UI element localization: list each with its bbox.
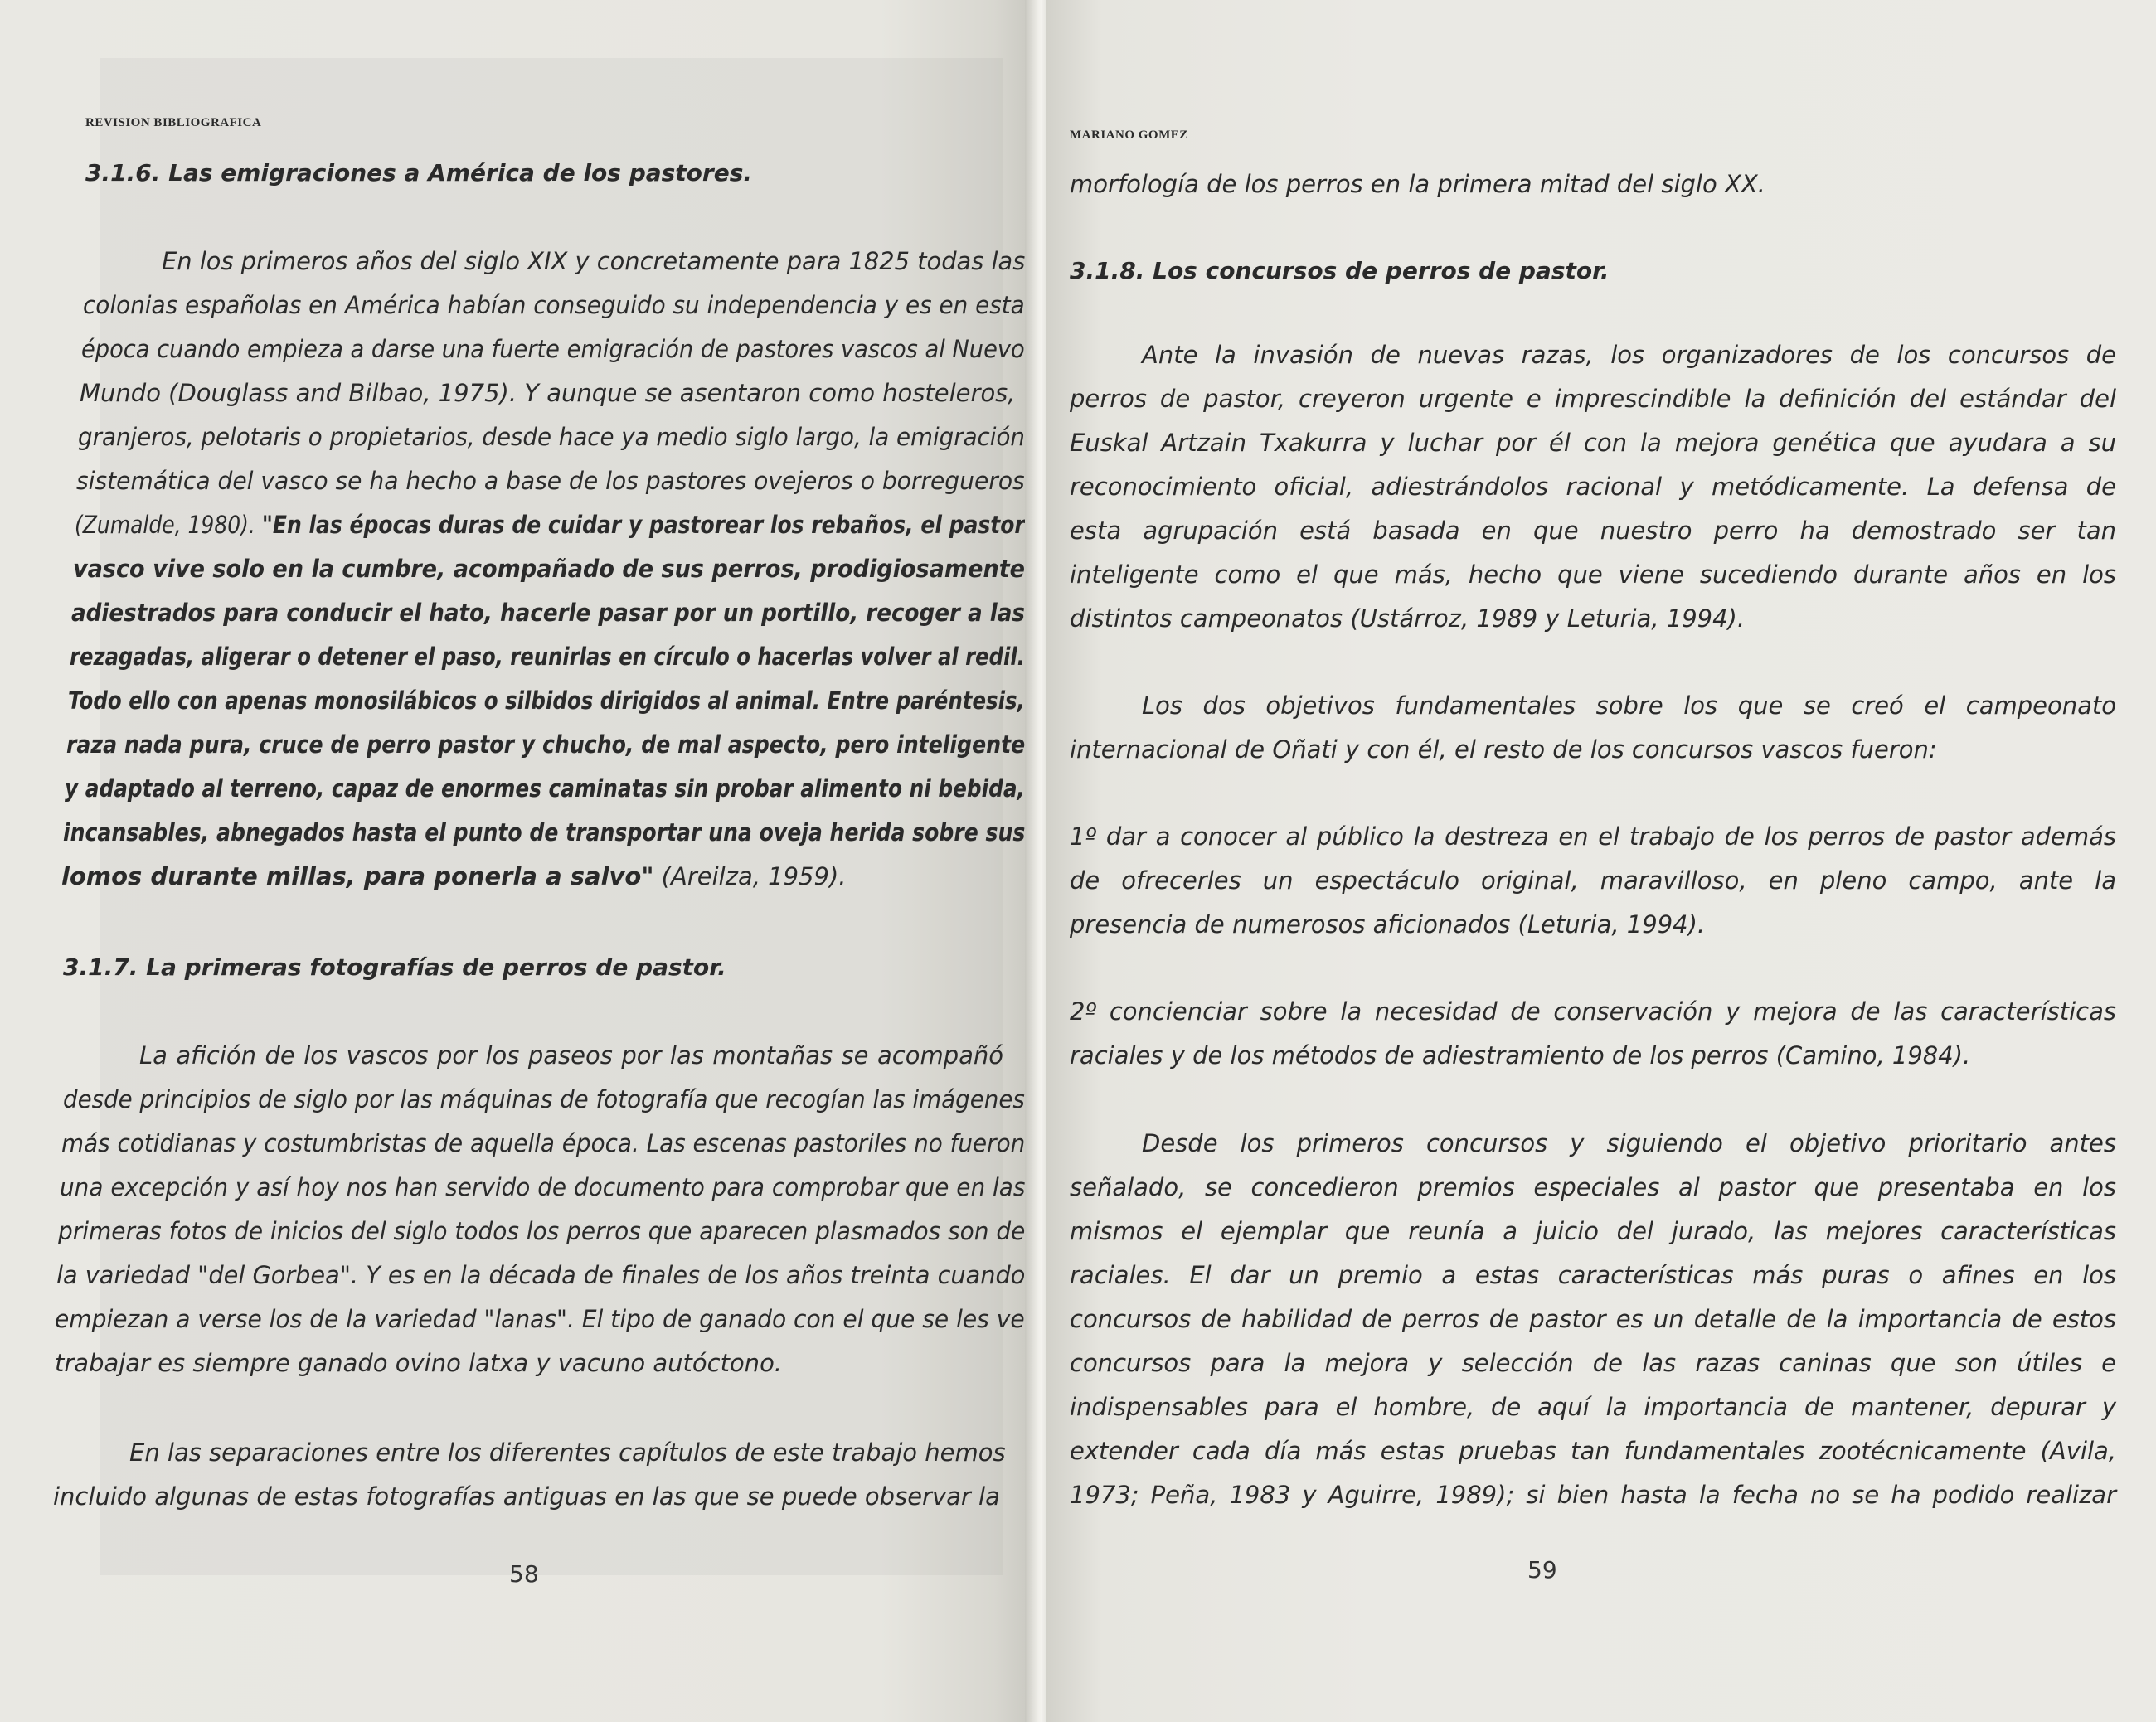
quote-line-7: incansables, abnegados hasta el punto de transportar una oveja herida sobre sus: [63, 818, 1026, 846]
page-number-left: 58: [509, 1560, 539, 1588]
left-p1-line-3: época cuando empieza a darse una fuerte emigración de pastores vascos al Nuevo: [81, 335, 1025, 363]
quote-start: "En las épocas duras de cuidar y pastorear los rebaños, el pastor: [261, 511, 1025, 539]
running-head-right: MARIANO GOMEZ: [1070, 129, 1188, 142]
right-p3-line-2: señalado, se concedieron premios especiales al pastor que presentaba en los: [1070, 1173, 2116, 1201]
left-p1-line-5: granjeros, pelotaris o propietarios, desde hace ya medio siglo largo, la emigración: [78, 423, 1025, 451]
left-p1-line-6: sistemática del vasco se ha hecho a base de los pastores ovejeros o borregueros: [76, 467, 1025, 495]
objective-2-line-1: 2º concienciar sobre la necesidad de conservación y mejora de las características: [1070, 997, 2116, 1026]
right-p3-line-8: extender cada día más estas pruebas tan fundamentales zootécnicamente (Avila,: [1070, 1437, 2116, 1465]
heading-3-1-7: 3.1.7. La primeras fotografías de perros de pastor.: [63, 953, 726, 981]
quote-line-5: raza nada pura, cruce de perro pastor y chucho, de mal aspecto, pero inteligente: [66, 730, 1026, 759]
page-number-right: 59: [1527, 1556, 1557, 1584]
left-p2-line-5: primeras fotos de inicios del siglo todos los perros que aparecen plasmados son de: [58, 1217, 1026, 1245]
right-p2-line-2: internacional de Oñati y con él, el resto de los concursos vascos fueron:: [1070, 735, 1937, 764]
running-head-left: REVISION BIBLIOGRAFICA: [85, 116, 262, 129]
left-p1-line-1: En los primeros años del siglo XIX y concretamente para 1825 todas las: [162, 247, 1026, 275]
quote-line-1: vasco vive solo en la cumbre, acompañado de sus perros, prodigiosamente: [73, 555, 1026, 583]
quote-line-2: adiestrados para conducir el hato, hacerle pasar por un portillo, recoger a las: [71, 599, 1025, 627]
heading-3-1-6: 3.1.6. Las emigraciones a América de los pastores.: [85, 159, 753, 187]
right-p3-line-6: concursos para la mejora y selección de las razas caninas que son útiles e: [1070, 1349, 2116, 1377]
right-p1-line-6: inteligente como el que más, hecho que viene sucediendo durante años en los: [1070, 560, 2116, 589]
right-continuation-line: morfología de los perros en la primera mitad del siglo XX.: [1070, 170, 1765, 198]
left-p2-line-1: La afición de los vascos por los paseos por las montañas se acompañó: [139, 1041, 1003, 1070]
left-p1-line-4: Mundo (Douglass and Bilbao, 1975). Y aunque se asentaron como hosteleros,: [80, 379, 1016, 407]
right-p2-line-1: Los dos objetivos fundamentales sobre los que se creó el campeonato: [1142, 691, 2116, 720]
citation-zumalde: (Zumalde, 1980).: [75, 511, 262, 539]
objective-2-line-2: raciales y de los métodos de adiestramiento de los perros (Camino, 1984).: [1070, 1041, 1971, 1070]
right-p3-line-3: mismos el ejemplar que reunía a juicio del jurado, las mejores características: [1070, 1217, 2116, 1245]
right-p1-line-2: perros de pastor, creyeron urgente e imprescindible la definición del estándar del: [1070, 385, 2116, 413]
heading-3-1-8: 3.1.8. Los concursos de perros de pastor.: [1070, 257, 1610, 284]
right-p1-line-4: reconocimiento oficial, adiestrándolos racional y metódicamente. La defensa de: [1070, 473, 2116, 501]
citation-areilza: (Areilza, 1959).: [653, 862, 847, 890]
right-p3-line-1: Desde los primeros concursos y siguiendo el objetivo prioritario antes: [1142, 1129, 2116, 1157]
objective-1-line-1: 1º dar a conocer al público la destreza en el trabajo de los perros de pastor además: [1070, 822, 2116, 851]
objective-1-line-3: presencia de numerosos aficionados (Leturia, 1994).: [1070, 910, 1706, 939]
right-p3-line-7: indispensables para el hombre, de aquí la importancia de mantener, depurar y: [1070, 1393, 2116, 1421]
left-p2-line-4: una excepción y así hoy nos han servido de documento para comprobar que en las: [60, 1173, 1026, 1201]
left-p3-line-1: En las separaciones entre los diferentes capítulos de este trabajo hemos: [129, 1438, 1006, 1467]
quote-line-3: rezagadas, aligerar o detener el paso, reunirlas en círculo o hacerlas volver al redil.: [70, 643, 1025, 671]
right-p1-line-1: Ante la invasión de nuevas razas, los organizadores de los concursos de: [1142, 341, 2116, 369]
left-p3-line-2: incluido algunas de estas fotografías antiguas en las que se puede observar la: [53, 1482, 1000, 1511]
right-p1-line-7: distintos campeonatos (Ustárroz, 1989 y Leturia, 1994).: [1070, 604, 1746, 633]
objective-1-line-2: de ofrecerles un espectáculo original, maravilloso, en pleno campo, ante la: [1070, 866, 2116, 895]
quote-line-6: y adaptado al terreno, capaz de enormes caminatas sin probar alimento ni bebida,: [65, 774, 1025, 803]
right-p1-line-5: esta agrupación está basada en que nuestro perro ha demostrado ser tan: [1070, 517, 2116, 545]
left-p2-line-7: empiezan a verse los de la variedad "lanas". El tipo de ganado con el que se les ve: [55, 1305, 1025, 1333]
quote-line-8: [61, 862, 846, 890]
right-page: [1046, 0, 2156, 1722]
right-p3-line-5: concursos de habilidad de perros de pastor es un detalle de la importancia de estos: [1070, 1305, 2116, 1333]
left-p2-line-3: más cotidianas y costumbristas de aquella época. Las escenas pastoriles no fueron: [61, 1129, 1026, 1157]
right-p3-line-9: 1973; Peña, 1983 y Aguirre, 1989); si bien hasta la fecha no se ha podido realizar: [1070, 1481, 2116, 1509]
left-p2-line-6: la variedad "del Gorbea". Y es en la década de finales de los años treinta cuando: [56, 1261, 1026, 1289]
left-p2-line-2: desde principios de siglo por las máquinas de fotografía que recogían las imágenes: [63, 1085, 1025, 1113]
quote-line-4: Todo ello con apenas monosilábicos o silbidos dirigidos al animal. Entre paréntesis,: [68, 686, 1025, 715]
bleed-through-photo: [100, 58, 1006, 1575]
left-page: [0, 0, 1035, 1722]
left-p2-line-8: trabajar es siempre ganado ovino latxa y vacuno autóctono.: [55, 1349, 783, 1377]
quote-end: lomos durante millas, para ponerla a salvo": [61, 862, 654, 890]
left-p1-line-2: colonias españolas en América habían conseguido su independencia y es en esta: [83, 291, 1025, 319]
right-p1-line-3: Euskal Artzain Txakurra y luchar por él con la mejora genética que ayudara a su: [1070, 429, 2116, 457]
left-p1-line-7: [75, 511, 1025, 539]
right-p3-line-4: raciales. El dar un premio a estas características más puras o afines en los: [1070, 1261, 2116, 1289]
